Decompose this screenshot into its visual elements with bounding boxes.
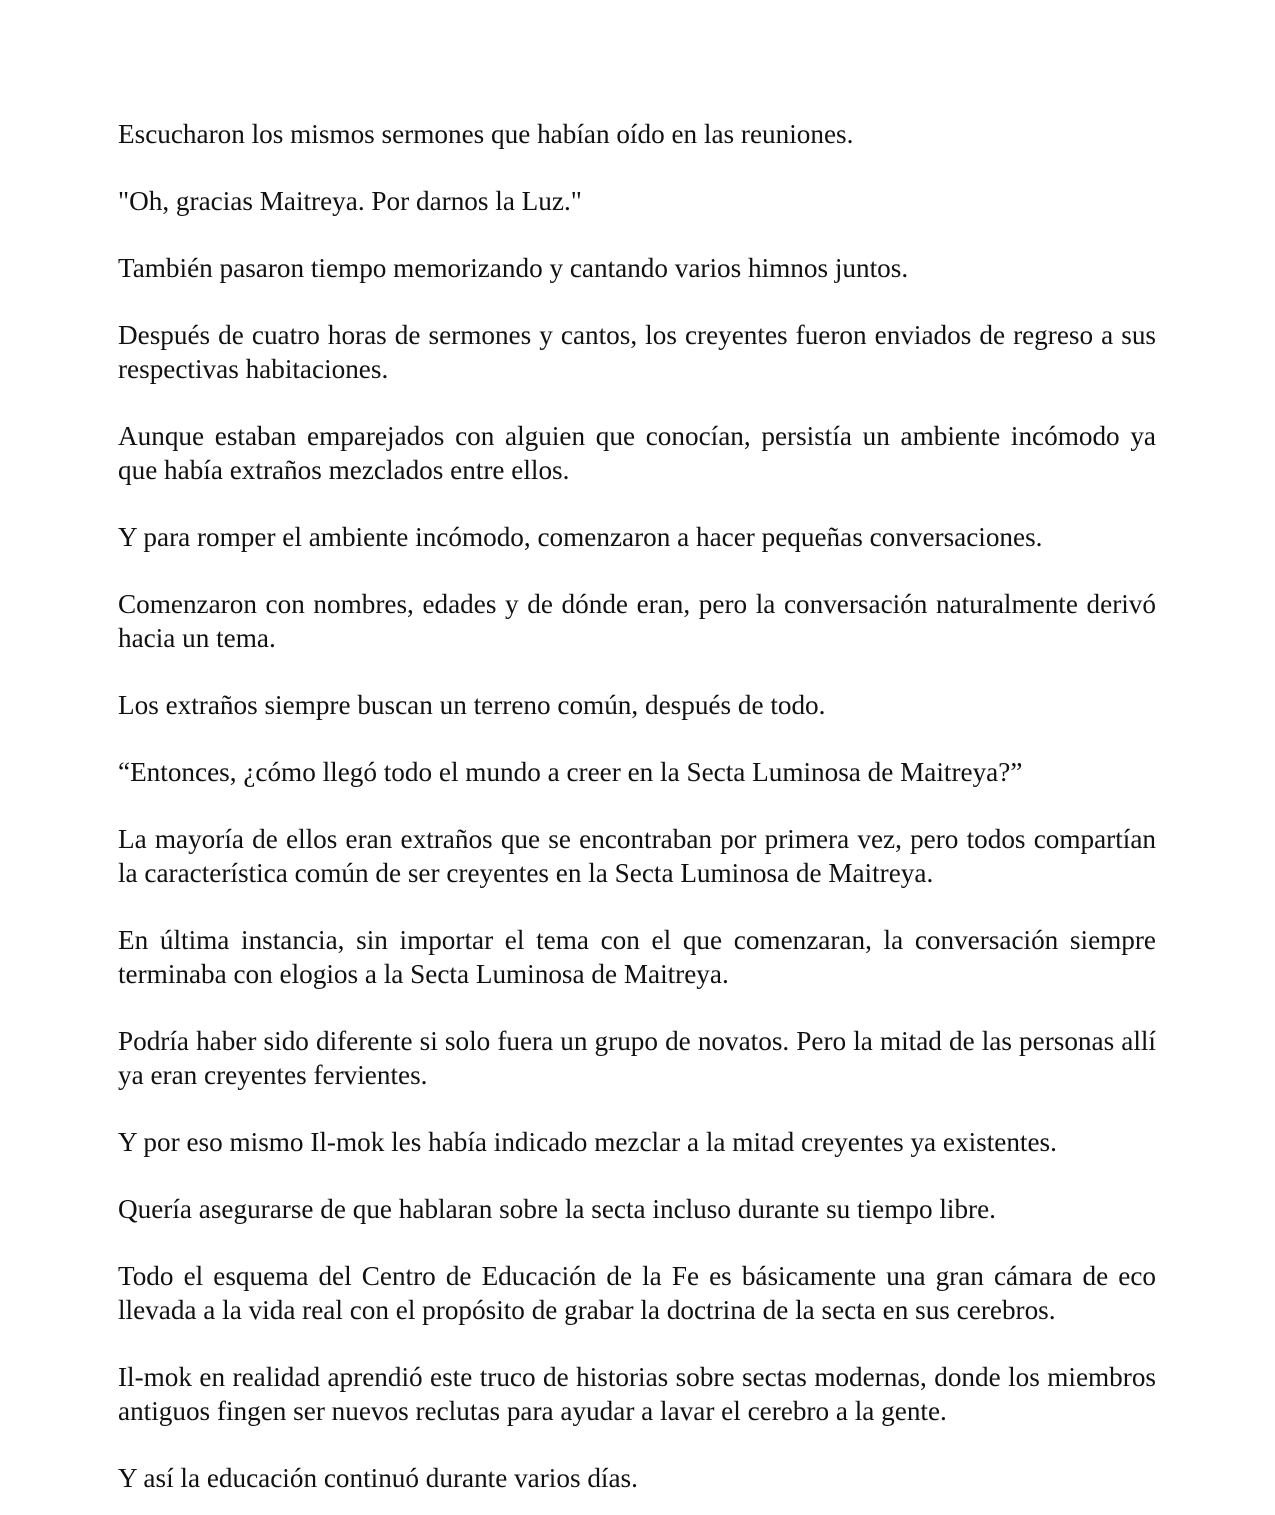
paragraph: Y así la educación continuó durante varios días. — [118, 1463, 638, 1493]
paragraph: Quería asegurarse de que hablaran sobre la secta incluso durante su tiempo libre. — [118, 1194, 996, 1224]
paragraph: La mayoría de ellos eran extraños que se encontraban por primera vez, pero todos compartían la característica común de ser creyentes en la Secta Luminosa de Maitreya. — [118, 824, 1156, 888]
paragraph: Aunque estaban emparejados con alguien que conocían, persistía un ambiente incómodo ya que había extraños mezclados entre ellos. — [118, 421, 1156, 485]
paragraph: Y para romper el ambiente incómodo, comenzaron a hacer pequeñas conversaciones. — [118, 522, 1043, 552]
paragraph: Los extraños siempre buscan un terreno común, después de todo. — [118, 690, 826, 720]
document-body — [118, 117, 1156, 1495]
paragraph: "Oh, gracias Maitreya. Por darnos la Luz." — [118, 186, 582, 216]
paragraph: Todo el esquema del Centro de Educación de la Fe es básicamente una gran cámara de eco llevada a la vida real con el propósito de grabar la doctrina de la secta en sus cerebros. — [118, 1261, 1156, 1325]
paragraph: También pasaron tiempo memorizando y cantando varios himnos juntos. — [118, 253, 909, 283]
paragraph: Escucharon los mismos sermones que habían oído en las reuniones. — [118, 119, 854, 149]
paragraph: Il-mok en realidad aprendió este truco de historias sobre sectas modernas, donde los miembros antiguos fingen ser nuevos reclutas para ayudar a lavar el cerebro a la gente. — [118, 1362, 1156, 1426]
paragraph: Después de cuatro horas de sermones y cantos, los creyentes fueron enviados de regreso a sus respectivas habitaciones. — [118, 320, 1156, 384]
paragraph: “Entonces, ¿cómo llegó todo el mundo a creer en la Secta Luminosa de Maitreya?” — [118, 757, 1023, 787]
paragraph: En última instancia, sin importar el tema con el que comenzaran, la conversación siempre terminaba con elogios a la Secta Luminosa de Maitreya. — [118, 925, 1156, 989]
paragraph: Y por eso mismo Il-mok les había indicado mezclar a la mitad creyentes ya existentes. — [118, 1127, 1057, 1157]
paragraph: Comenzaron con nombres, edades y de dónde eran, pero la conversación naturalmente derivó hacia un tema. — [118, 589, 1156, 653]
paragraph: Podría haber sido diferente si solo fuera un grupo de novatos. Pero la mitad de las personas allí ya eran creyentes fervientes. — [118, 1026, 1156, 1090]
